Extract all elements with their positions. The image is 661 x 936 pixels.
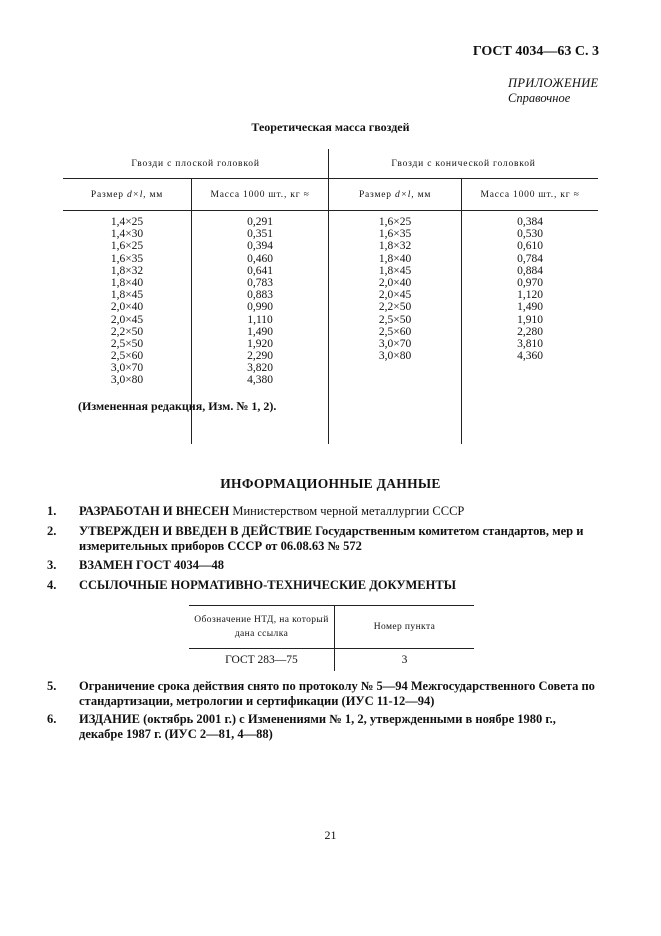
table-cell-value: 1,4×30 [110, 228, 144, 241]
table-cell-value: 0,384 [517, 216, 543, 228]
table-cell-value: 3,0×80 [110, 374, 144, 387]
table-cell-value: 1,120 [517, 289, 543, 302]
info-item-4: 4. ССЫЛОЧНЫЕ НОРМАТИВНО-ТЕХНИЧЕСКИЕ ДОКУМЕНТЫ [47, 578, 456, 592]
info-item-5: 5. Ограничение срока действия снято по протоколу № 5—94 Межгосударственного Совета по стандартизации, метрологии и сертификации (ИУС 11-12—94) [47, 679, 595, 708]
table-cell-value: 2,5×50 [110, 337, 144, 350]
table-cell-value: 2,5×60 [378, 325, 412, 338]
table-cell-value: 0,641 [247, 264, 273, 277]
table-cell-value: 3,820 [247, 362, 273, 375]
table-cell-value: 1,8×45 [110, 289, 144, 302]
table-cell-value: 1,8×45 [378, 264, 412, 277]
table-cell-value: 2,290 [247, 350, 273, 363]
table-cell-value: 1,8×32 [378, 240, 412, 253]
table-cell-value: 1,6×35 [110, 252, 144, 265]
table-cell-value: 2,2×50 [110, 325, 144, 338]
table-cell-value: 0,610 [517, 240, 543, 253]
table-cell-value: 2,5×50 [378, 313, 412, 326]
table-cell-value: 0,883 [247, 289, 273, 302]
info-item-2: 2. УТВЕРЖДЕН И ВВЕДЕН В ДЕЙСТВИЕ Государственным комитетом стандартов, мер и измерительных приборов СССР от 06.08.63 № 572 [47, 524, 584, 553]
table-cell-value: 4,360 [517, 350, 543, 363]
table-cell-value: 0,970 [517, 276, 543, 289]
table-cell-value: 4,380 [247, 374, 273, 387]
table-cell-value: 1,8×32 [110, 264, 144, 277]
table-cell-value: 0,783 [247, 276, 273, 289]
ref-doc-cell: ГОСТ 283—75 [189, 649, 335, 672]
conic-size-header: Размер d×l, мм [329, 179, 462, 211]
flat-head-group-header: Гвозди с плоской головкой [63, 149, 329, 179]
table-cell-value: 1,910 [517, 313, 543, 326]
mass-table-title: Теоретическая масса гвоздей [251, 120, 410, 134]
page-number: 21 [324, 828, 337, 842]
appendix-label: ПРИЛОЖЕНИЕ [508, 76, 599, 90]
table-cell-value: 3,0×70 [378, 337, 412, 350]
table-cell-value: 0,884 [517, 264, 543, 277]
table-cell-value: 1,920 [247, 337, 273, 350]
table-cell-value: 2,5×60 [110, 350, 144, 363]
flat-size-header: Размер d×l, мм [63, 179, 192, 211]
ref-doc-header: Обозначение НТД, на который дана ссылка [189, 606, 335, 649]
conic-mass-header: Масса 1000 шт., кг ≈ [462, 179, 598, 211]
table-cell-value: 1,4×25 [110, 216, 144, 228]
table-cell-value: 2,280 [517, 325, 543, 338]
table-cell-value: 0,460 [247, 252, 273, 265]
conic-head-group-header: Гвозди с конической головкой [329, 149, 598, 179]
table-cell-value: 0,990 [247, 301, 273, 314]
amendment-note: (Измененная редакция, Изм. № 1, 2). [78, 399, 277, 413]
table-cell-value: 1,8×40 [110, 276, 144, 289]
table-cell-value: 3,810 [517, 337, 543, 350]
table-cell-value: 2,0×45 [110, 313, 144, 326]
table-cell-value: 1,110 [247, 313, 273, 326]
info-section-title: ИНФОРМАЦИОННЫЕ ДАННЫЕ [220, 476, 441, 491]
conic-size-column [329, 211, 462, 445]
table-cell-value: 1,490 [247, 325, 273, 338]
conic-mass-column [462, 211, 598, 445]
table-cell-value: 1,8×40 [378, 252, 412, 265]
table-cell-value: 2,0×45 [378, 289, 412, 302]
table-cell-value: 1,6×35 [378, 228, 412, 241]
ref-clause-header: Номер пункта [335, 606, 475, 649]
info-item-1: 1. РАЗРАБОТАН И ВНЕСЕН Министерством черной металлургии СССР [47, 504, 465, 518]
table-cell-value: 2,0×40 [110, 301, 144, 314]
ref-clause-cell: 3 [401, 654, 408, 666]
table-cell-value: 1,490 [517, 301, 543, 314]
info-item-6: 6. ИЗДАНИЕ (октябрь 2001 г.) с Изменениями № 1, 2, утвержденными в ноябре 1980 г., декабре 1987 г. (ИУС 2—81, 4—88) [47, 712, 556, 741]
table-cell-value: 0,394 [247, 240, 273, 253]
table-cell-value: 0,291 [247, 216, 273, 228]
table-cell-value: 0,351 [247, 228, 273, 241]
table-cell-value: 0,530 [517, 228, 543, 241]
referenced-documents-table [189, 605, 474, 671]
table-cell-value: 3,0×80 [378, 350, 412, 363]
table-cell-value: 2,2×50 [378, 301, 412, 314]
info-item-3: 3. ВЗАМЕН ГОСТ 4034—48 [47, 558, 224, 572]
appendix-subtitle: Справочное [508, 91, 571, 105]
table-cell-value: 2,0×40 [378, 276, 412, 289]
standard-header: ГОСТ 4034—63 С. 3 [472, 44, 599, 59]
table-cell-value: 0,784 [517, 252, 543, 265]
table-cell-value: 3,0×70 [110, 362, 144, 375]
table-cell-value: 1,6×25 [110, 240, 144, 253]
table-cell-value: 1,6×25 [378, 216, 412, 228]
flat-mass-header: Масса 1000 шт., кг ≈ [192, 179, 329, 211]
